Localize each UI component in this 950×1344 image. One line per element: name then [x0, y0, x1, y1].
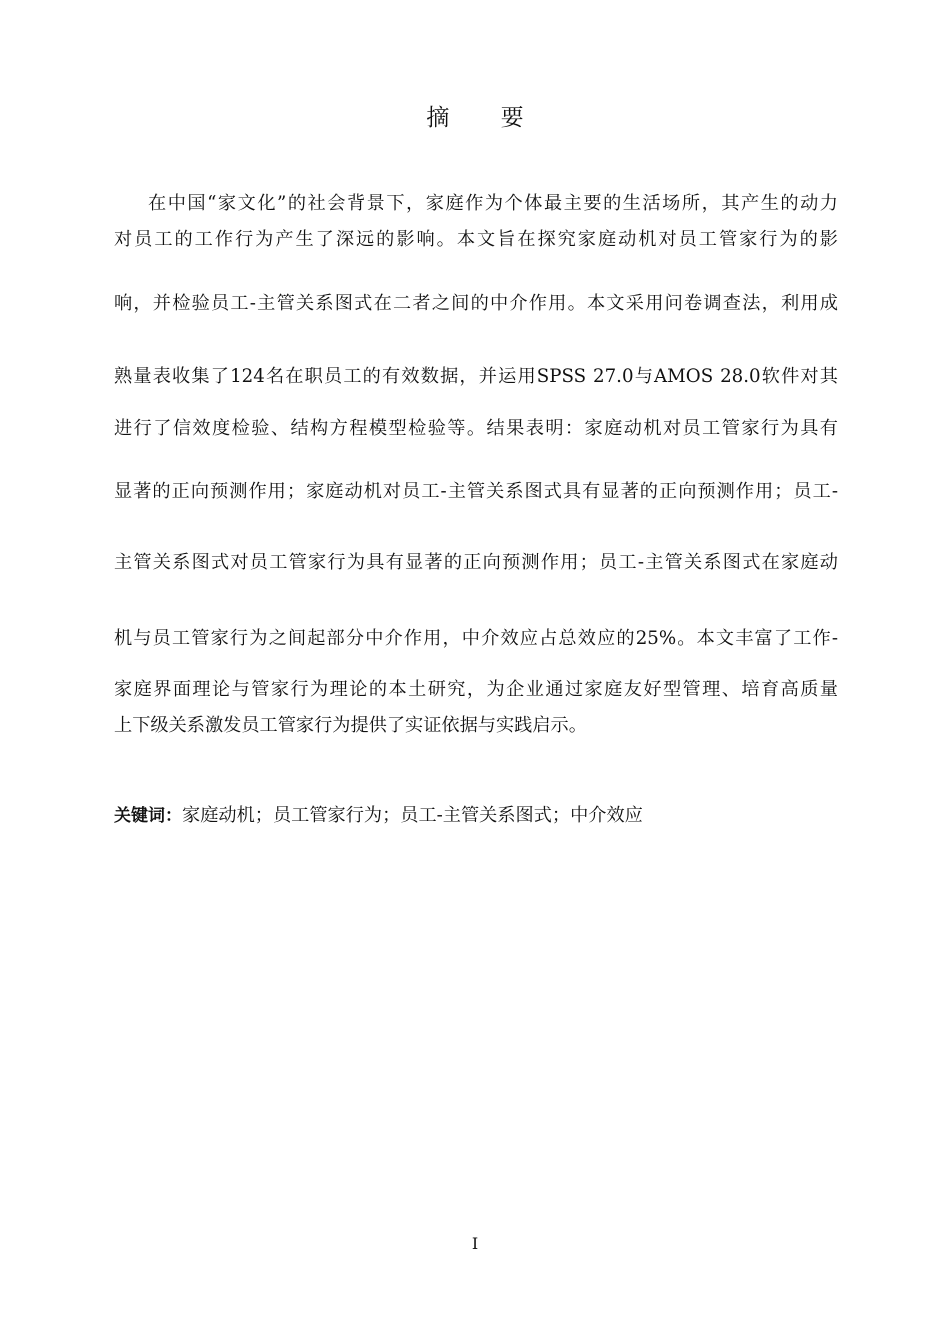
- abstract-line: 进行了信效度检验、结构方程模型检验等。结果表明：家庭动机对员工管家行为具有: [114, 418, 838, 439]
- abstract-line: 显著的正向预测作用；家庭动机对员工-主管关系图式具有显著的正向预测作用；员工-: [114, 481, 838, 502]
- keywords-label: 关键词：: [114, 806, 182, 826]
- abstract-line: 机与员工管家行为之间起部分中介作用，中介效应占总效应的25%。本文丰富了工作-: [114, 628, 838, 649]
- abstract-line: 对员工的工作行为产生了深远的影响。本文旨在探究家庭动机对员工管家行为的影: [114, 229, 838, 250]
- abstract-title: 摘 要: [426, 105, 546, 131]
- abstract-line: 上下级关系激发员工管家行为提供了实证依据与实践启示。: [114, 715, 587, 736]
- abstract-line: 主管关系图式对员工管家行为具有显著的正向预测作用；员工-主管关系图式在家庭动: [114, 552, 838, 573]
- abstract-line: 家庭界面理论与管家行为理论的本土研究，为企业通过家庭友好型管理、培育高质量: [114, 679, 838, 700]
- abstract-line: 熟量表收集了124名在职员工的有效数据，并运用SPSS 27.0与AMOS 28.0软件对其: [114, 366, 838, 387]
- keywords-line: [114, 802, 643, 830]
- abstract-line: 响，并检验员工-主管关系图式在二者之间的中介作用。本文采用问卷调查法，利用成: [114, 293, 838, 314]
- keywords-text: 家庭动机；员工管家行为；员工-主管关系图式；中介效应: [182, 805, 643, 826]
- page-number: I: [471, 1234, 479, 1253]
- abstract-line: 在中国“家文化”的社会背景下，家庭作为个体最主要的生活场所，其产生的动力: [148, 193, 838, 214]
